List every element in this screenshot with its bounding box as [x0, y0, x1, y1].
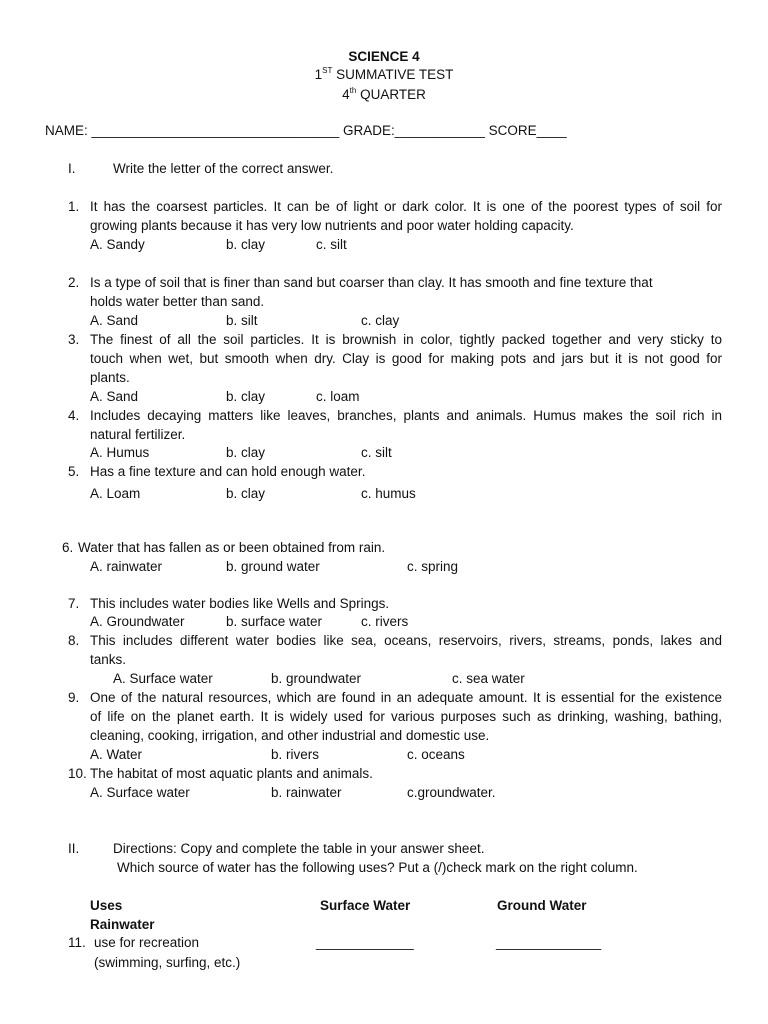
choice-a: A. Sandy	[90, 237, 145, 252]
table-subheader-rainwater: Rainwater	[90, 917, 155, 932]
question-line: Is a type of soil that is finer than sand but coarser than clay. It has smooth and fine texture that	[90, 275, 653, 290]
question-line: One of the natural resources, which are found in an adequate amount. It is essential for the existence	[90, 690, 722, 705]
choice-a: A. Surface water	[90, 785, 190, 800]
part1-roman: I.	[68, 161, 76, 176]
question-line: tanks.	[90, 652, 127, 667]
choice-a: A. Water	[90, 747, 143, 762]
question-number: 9.	[68, 690, 80, 705]
question-line: Has a fine texture and can hold enough water.	[90, 464, 366, 479]
choice-c: c. rivers	[361, 614, 409, 629]
choice-a: A. Groundwater	[90, 614, 185, 629]
question-number: 3.	[68, 332, 80, 347]
question-line: touch when wet, but smooth when dry. Clay is good for making pots and jars but it is not good for	[90, 351, 722, 366]
choice-c: c. spring	[407, 559, 459, 574]
question-line: The finest of all the soil particles. It is brownish in color, tightly packed together and very sticky to	[90, 332, 722, 347]
choice-b: b. clay	[226, 486, 266, 501]
choice-a: A. Loam	[90, 486, 141, 501]
table-header-uses: Uses	[90, 898, 123, 913]
choice-b: b. clay	[226, 445, 266, 460]
choice-b: b. surface water	[226, 614, 323, 629]
choice-b: b. silt	[226, 313, 258, 328]
subject-title: SCIENCE 4	[348, 49, 420, 64]
question-number: 8.	[68, 633, 80, 648]
question-line: This includes different water bodies like sea, oceans, reservoirs, rivers, streams, ponds, lakes and	[90, 633, 722, 648]
choice-a: A. Humus	[90, 445, 150, 460]
question-number: 2.	[68, 275, 80, 290]
question-number: 10.	[68, 766, 87, 781]
question-line: growing plants because it has very low nutrients and poor water holding capacity.	[90, 218, 574, 233]
choice-c: c. oceans	[407, 747, 465, 762]
question-line: It has the coarsest particles. It can be of light or dark color. It is one of the poorest types of soil for	[90, 199, 722, 214]
question-number: 7.	[68, 596, 80, 611]
choice-a: A. Sand	[90, 313, 139, 328]
choice-b: b. rivers	[271, 747, 320, 762]
table-row-use-detail: (swimming, surfing, etc.)	[94, 955, 241, 970]
choice-b: b. clay	[226, 237, 266, 252]
part2-roman: II.	[68, 841, 80, 856]
part2-directions: Directions: Copy and complete the table in your answer sheet.	[113, 841, 485, 856]
question-line: natural fertilizer.	[90, 427, 186, 442]
student-info-line: NAME: _________________________________ GRADE:____________ SCORE____	[45, 123, 567, 138]
choice-c: c.groundwater.	[407, 785, 496, 800]
quarter-title: 4th QUARTER	[342, 86, 426, 102]
question-number: 6.	[62, 540, 74, 555]
table-header-surface-water: Surface Water	[320, 898, 411, 913]
table-row-number: 11.	[68, 935, 86, 950]
choice-c: c. clay	[361, 313, 400, 328]
question-line: cleaning, cooking, irrigation, and other industrial and domestic use.	[90, 728, 490, 743]
choice-b: b. clay	[226, 389, 266, 404]
question-number: 5.	[68, 464, 80, 479]
question-line: plants.	[90, 370, 130, 385]
choice-c: c. sea water	[452, 671, 525, 686]
question-number: 1.	[68, 199, 80, 214]
choice-c: c. silt	[361, 445, 392, 460]
choice-c: c. loam	[316, 389, 360, 404]
question-line: holds water better than sand.	[90, 294, 265, 309]
choice-c: c. silt	[316, 237, 347, 252]
part2-question: Which source of water has the following uses? Put a (/)check mark on the right column.	[117, 860, 638, 875]
table-header-ground-water: Ground Water	[497, 898, 587, 913]
part1-instruction: Write the letter of the correct answer.	[113, 161, 334, 176]
answer-blank-surface: _____________	[316, 935, 414, 950]
answer-blank-ground: ______________	[496, 935, 602, 950]
choice-a: A. rainwater	[90, 559, 163, 574]
choice-a: A. Surface water	[113, 671, 213, 686]
test-title: 1ST SUMMATIVE TEST	[314, 66, 454, 82]
question-number: 4.	[68, 408, 80, 423]
choice-a: A. Sand	[90, 389, 139, 404]
question-line: of life on the planet earth. It is widely used for various purposes such as drinking, washing, bathing,	[90, 709, 722, 724]
question-line: This includes water bodies like Wells and Springs.	[90, 596, 390, 611]
question-line: The habitat of most aquatic plants and animals.	[90, 766, 373, 781]
choice-b: b. groundwater	[271, 671, 362, 686]
question-line: Water that has fallen as or been obtained from rain.	[78, 540, 386, 555]
choice-b: b. ground water	[226, 559, 320, 574]
choice-c: c. humus	[361, 486, 416, 501]
question-line: Includes decaying matters like leaves, branches, plants and animals. Humus makes the soil rich in	[90, 408, 722, 423]
table-row-use: use for recreation	[94, 935, 200, 950]
choice-b: b. rainwater	[271, 785, 342, 800]
